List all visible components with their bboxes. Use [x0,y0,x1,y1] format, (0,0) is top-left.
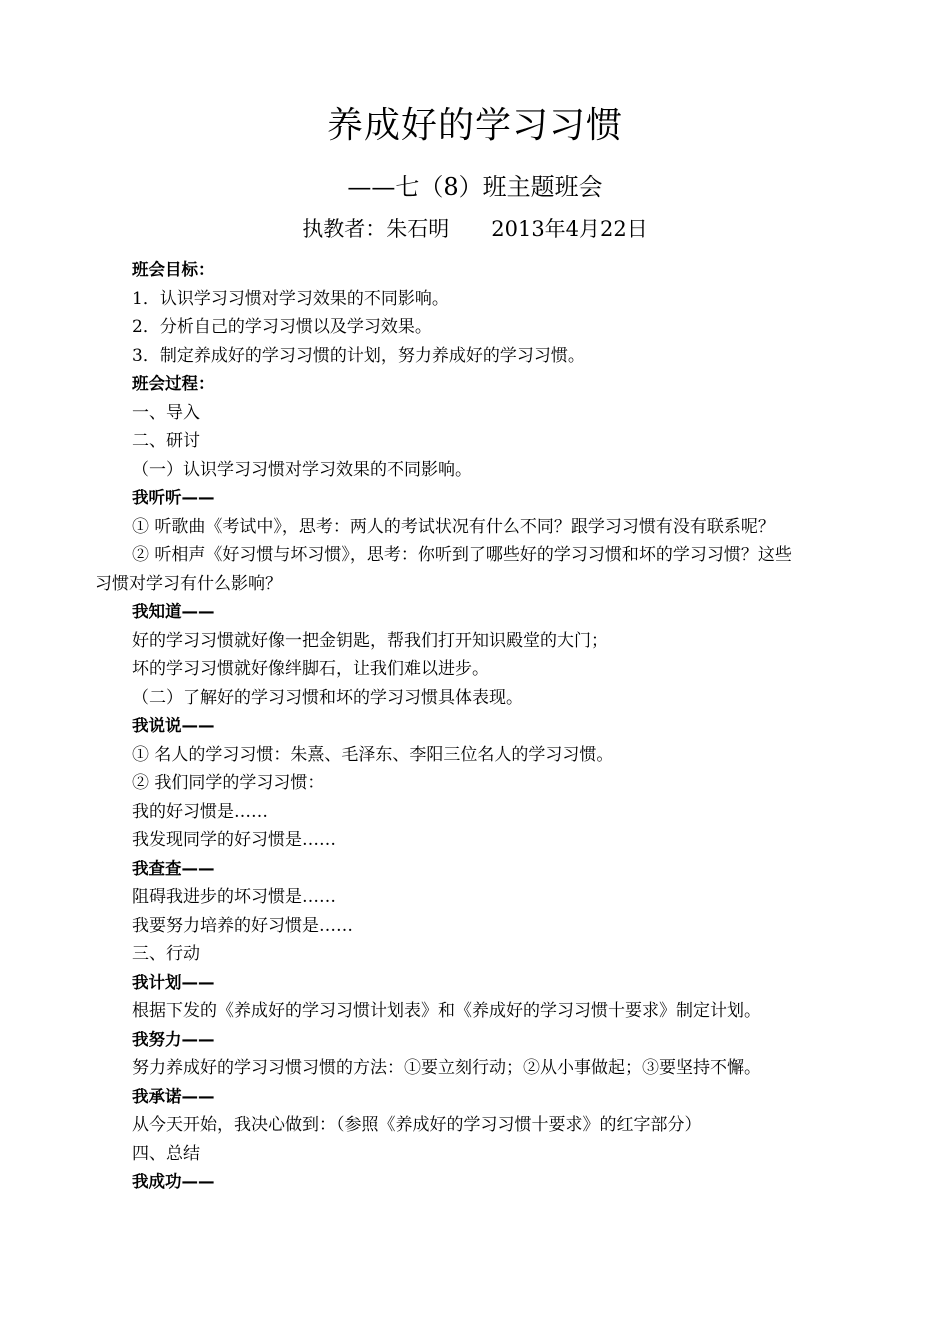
paragraph-line: 阻碍我进步的坏习惯是…… [132,887,336,907]
paragraph-line: 根据下发的《养成好的学习习惯计划表》和《养成好的学习习惯十要求》制定计划。 [132,1001,761,1021]
paragraph-line: 一、导入 [132,402,200,423]
teacher-date-line: 执教者：朱石明 2013年4月22日 [302,217,648,241]
paragraph-line: 习惯对学习有什么影响？ [95,573,282,594]
section-heading: 我查查—— [132,858,215,878]
section-heading: 我听听—— [132,488,215,507]
paragraph-line: 坏的学习习惯就好像绊脚石，让我们难以进步。 [132,659,489,679]
section-heading: 班会过程： [132,374,215,393]
section-heading: 我知道—— [132,602,215,621]
section-heading: 我计划—— [132,972,215,992]
section-heading: 我承诺—— [132,1086,215,1106]
paragraph-line: 二、研讨 [132,431,200,451]
paragraph-line: （二）了解好的学习习惯和坏的学习习惯具体表现。 [132,687,523,708]
page-subtitle: ——七（8）班主题班会 [347,173,603,201]
paragraph-line: ① 名人的学习习惯：朱熹、毛泽东、李阳三位名人的学习习惯。 [132,744,614,765]
section-heading: 班会目标： [132,260,215,279]
paragraph-line: ② 我们同学的学习习惯： [132,773,325,793]
page-title: 养成好的学习习惯 [326,105,623,146]
paragraph-line: 好的学习习惯就好像一把金钥匙，帮我们打开知识殿堂的大门； [132,630,608,651]
paragraph-line: 从今天开始，我决心做到：（参照《养成好的学习习惯十要求》的红字部分） [132,1115,702,1135]
paragraph-line: ② 听相声《好习惯与坏习惯》，思考：你听到了哪些好的学习习惯和坏的学习习惯？这些 [132,545,792,565]
paragraph-line: 三、行动 [132,944,200,964]
paragraph-line: 四、总结 [132,1143,200,1164]
section-heading: 我努力—— [132,1029,215,1049]
section-heading: 我成功—— [132,1172,215,1191]
paragraph-line: 我的好习惯是…… [132,801,268,822]
paragraph-line: 我要努力培养的好习惯是…… [132,915,353,936]
paragraph-line: 我发现同学的好习惯是…… [132,830,336,850]
section-heading: 我说说—— [132,716,215,735]
document-body [95,256,875,1197]
paragraph-line: （一）认识学习习惯对学习效果的不同影响。 [132,459,472,480]
paragraph-line: 努力养成好的学习习惯习惯的方法：①要立刻行动；②从小事做起；③要坚持不懈。 [132,1058,761,1078]
paragraph-line: 3．制定养成好的学习习惯的计划，努力养成好的学习习惯。 [132,345,585,366]
paragraph-line: 2．分析自己的学习习惯以及学习效果。 [132,317,432,337]
paragraph-line: ① 听歌曲《考试中》，思考：两人的考试状况有什么不同？跟学习习惯有没有联系呢？ [132,516,775,537]
paragraph-line: 1．认识学习习惯对学习效果的不同影响。 [132,288,449,309]
